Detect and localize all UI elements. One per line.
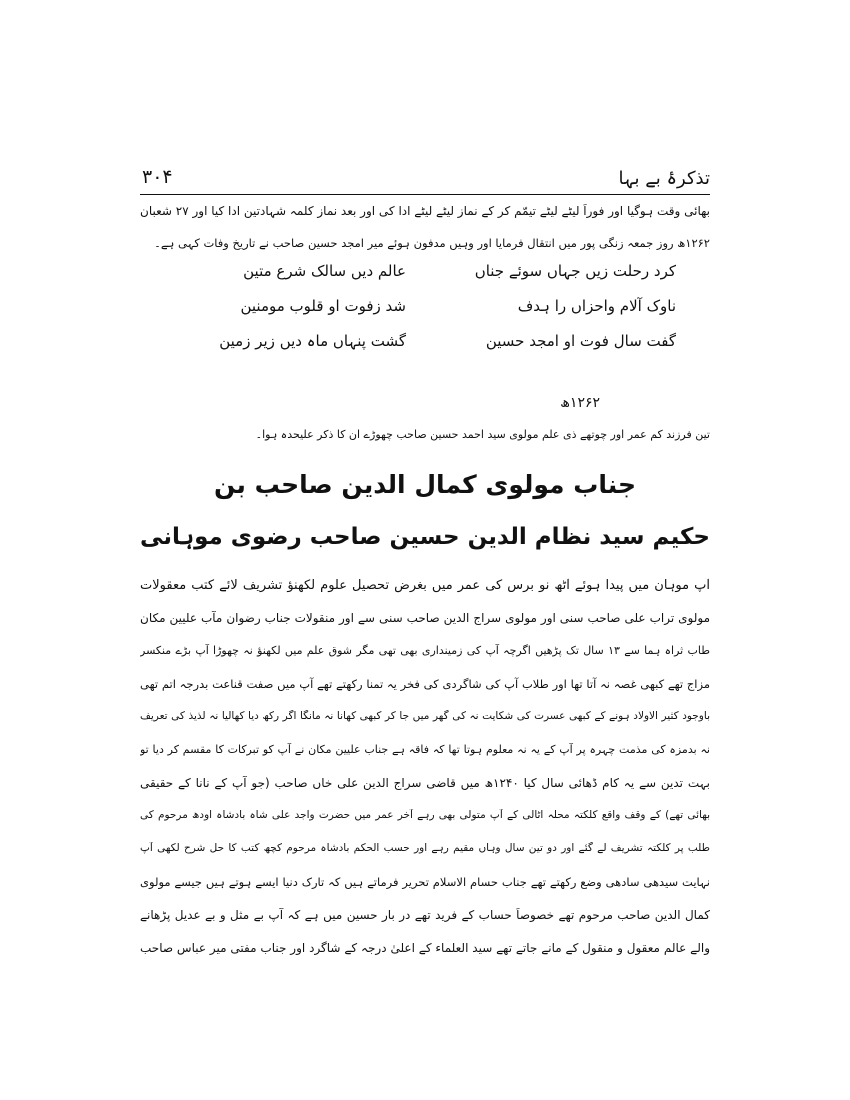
poem-date: ۱۲۶۲ھ bbox=[560, 395, 600, 411]
poem-hemistich: عالم دیں سالک شرع متین bbox=[243, 262, 406, 280]
text-line: بھائی وقت ہوگیا اور فوراً لیٹے لیٹے تیمّم کر کے نماز لیٹے لیٹے ادا کی اور بعد نماز کلمہ شہادتین ادا کیا اور ۲۷ شعبان bbox=[140, 204, 710, 218]
running-title: تذکرۂ بے بہا bbox=[618, 168, 710, 189]
text-line: والے عالم معقول و منقول کے مانے جاتے تھے سید العلماء کے اعلیٰ درجہ کے شاگرد اور جناب مفتی میر عباس صاحب bbox=[140, 941, 710, 955]
text-line: نہایت سیدھی سادھی وضع رکھتے تھے جناب حسام الاسلام تحریر فرماتے ہیں کہ تارک دنیا ایسے ہوتے ہیں جیسے مولوی bbox=[140, 875, 710, 889]
text-line: مولوی تراب علی صاحب سنی اور مولوی سراج الدین صاحب سنی سے اور منقولات جناب رضوان مآب علیین مکان bbox=[140, 611, 710, 625]
poem-hemistich: شد زفوت او قلوب مومنین bbox=[240, 297, 406, 315]
poem-hemistich: ناوک آلام واحزاں را ہدف bbox=[517, 297, 676, 315]
text-line: باوجود کثیر الاولاد ہونے کے کبھی عسرت کی شکایت نہ کی گھر میں جا کر کبھی کھانا نہ مانگا اگر رکھ دیا کھالیا نہ لذیذ کی تعریف bbox=[140, 710, 710, 722]
poem-hemistich: گفت سال فوت او امجد حسین bbox=[485, 332, 676, 350]
header-rule bbox=[140, 194, 710, 195]
text-line: بھائی تھے) کے وقف واقع کلکتہ محلہ اٹالی کے آپ متولی بھی رہے آخر عمر میں حضرت واجد علی شاہ بادشاہ اودھ مرحوم کی bbox=[140, 809, 710, 821]
text-line: طلب پر کلکتہ تشریف لے گئے اور دو تین سال وہاں مقیم رہے اور حسب الحکم بادشاہ مرحوم کچھ کتب کا حل شرح لکھی آپ bbox=[140, 842, 710, 854]
page-number: ۳۰۴ bbox=[142, 166, 173, 188]
note-line: تین فرزند کم عمر اور چوتھے ذی علم مولوی سید احمد حسین صاحب چھوڑے ان کا ذکر علیحدہ ہوا۔ bbox=[255, 428, 710, 441]
text-line: کمال الدین صاحب مرحوم تھے خصوصاً حساب کے فرید تھے در بار حسین میں ہے کہ آپ بے مثل و بے عدیل پڑھانے bbox=[140, 908, 710, 922]
text-line: مزاج تھے کبھی غصہ نہ آتا تھا اور طلاب آپ کی شاگردی کی فخر یہ تمنا رکھتے تھے آپ میں صفت قناعت بدرجہ اتم تھی bbox=[140, 677, 710, 691]
text-line: آپ موہان میں پیدا ہوئے آٹھ نو برس کی عمر میں بغرض تحصیل علوم لکھنؤ تشریف لائے کتب معقولات bbox=[140, 578, 710, 593]
poem-hemistich: کرد رحلت زیں جہاں سوئے جناں bbox=[474, 262, 676, 280]
text-line: بہت تدین سے یہ کام ڈھائی سال کیا ۱۲۴۰ھ میں قاضی سراج الدین علی خاں صاحب (جو آپ کے نانا کے حقیقی bbox=[140, 776, 710, 790]
text-line: ۱۲۶۲ھ روز جمعہ زنگی پور میں انتقال فرمایا اور وہیں مدفون ہوئے میر امجد حسین صاحب نے تاریخ وفات کہی ہے۔ bbox=[154, 236, 710, 250]
poem-couplet bbox=[176, 332, 676, 358]
page-header bbox=[140, 166, 710, 194]
text-line: طاب ثراہ ہما سے ۱۳ سال تک پڑھیں اگرچہ آپ کی زمینداری بھی تھی مگر شوق علم میں لکھنؤ نہ چھوڑا آپ بڑے منکسر bbox=[140, 644, 710, 657]
poem-couplet bbox=[176, 262, 676, 288]
text-line: نہ بدمزہ کی مذمت چہرہ پر آپ کے یہ نہ معلوم ہوتا تھا کہ فاقہ ہے جناب علیین مکان نے آپ کو تبرکات کا مقسم کر دیا تو bbox=[140, 743, 710, 756]
poem-couplet bbox=[176, 297, 676, 323]
section-heading: حکیم سید نظام الدین حسین صاحب رضوی موہانی bbox=[140, 524, 710, 550]
poem-hemistich: گشت پنہاں ماہ دیں زیر زمین bbox=[219, 332, 406, 350]
section-heading: جناب مولوی کمال الدین صاحب بن bbox=[214, 470, 636, 499]
